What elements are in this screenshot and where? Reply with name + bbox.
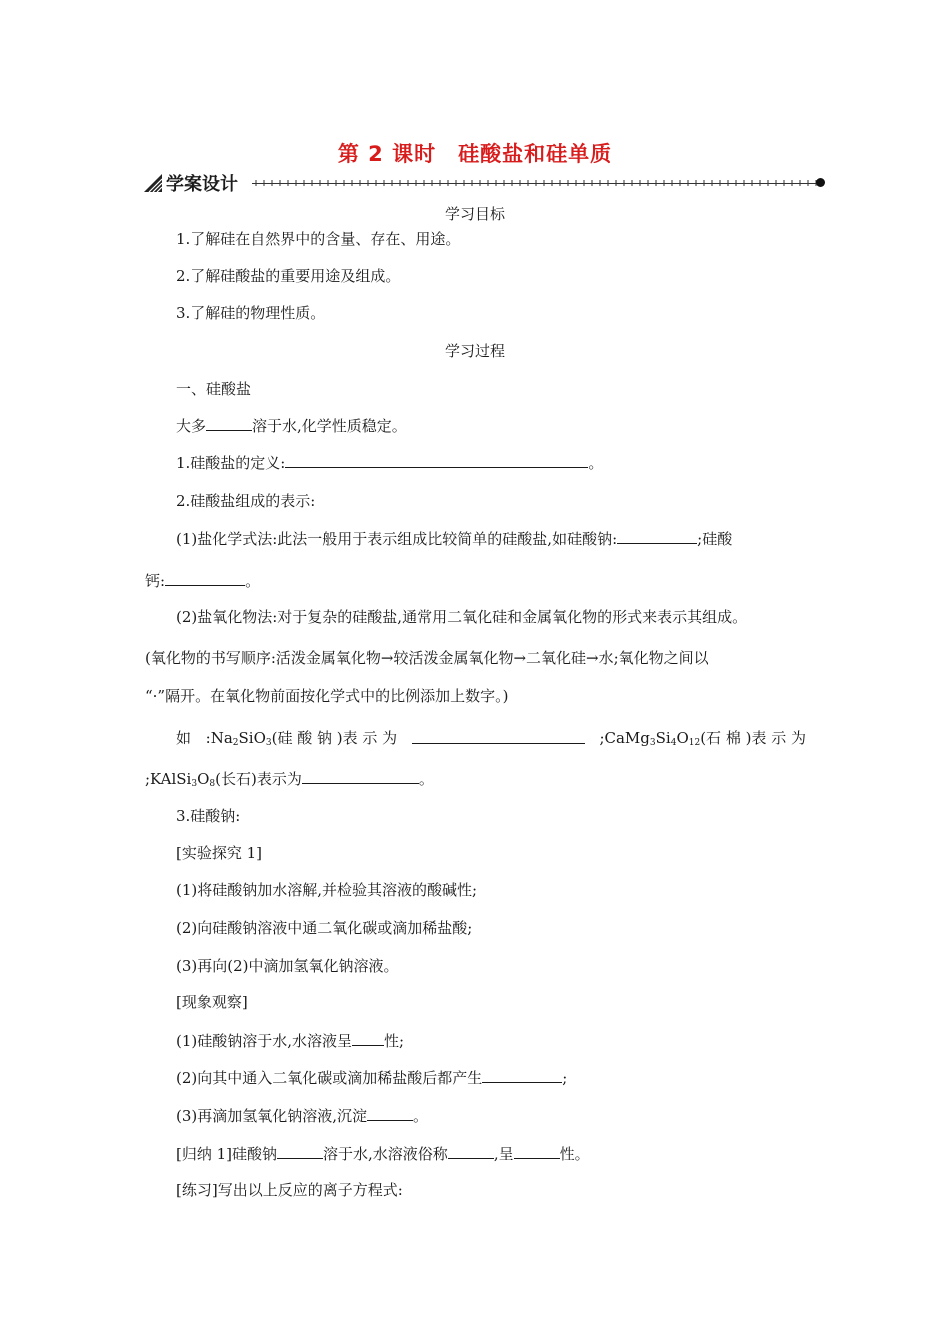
triangle-stripe-icon [144,174,162,192]
section-banner [140,168,830,198]
fill-blank[interactable] [448,1142,494,1159]
observation-1: (1)硅酸钠溶于水,水溶液呈 性; [176,1029,404,1052]
experiment-heading: [实验探究 1] [176,844,263,862]
banner-label: 学案设计 [166,174,238,195]
goals-heading: 学习目标 [444,205,505,223]
fill-blank[interactable] [514,1142,560,1159]
page-title: 第 2 课时 硅酸盐和硅单质 [337,142,613,166]
banner-end-dot [816,178,825,187]
section-sodium-silicate: 3.硅酸钠: [176,807,241,825]
fill-blank[interactable] [165,569,245,586]
paragraph-formula-method: (1)盐化学式法:此法一般用于表示组成比较简单的硅酸盐,如硅酸钠: ;硅酸 [176,527,732,550]
fill-blank[interactable] [277,1142,323,1159]
paragraph-composition: 2.硅酸盐组成的表示: [176,492,316,510]
banner-dotted-rule [252,179,822,187]
fill-blank[interactable] [482,1066,562,1083]
fill-blank[interactable] [352,1029,384,1046]
observation-2: (2)向其中通入二氧化碳或滴加稀盐酸后都产生 ; [176,1066,567,1089]
observation-heading: [现象观察] [176,993,248,1011]
paragraph-oxide-method: (2)盐氧化物法:对于复杂的硅酸盐,通常用二氧化硅和金属氧化物的形式来表示其组成。 [176,608,748,626]
example-formulas-cont: $;KAlSi_3O_8$(长石)表示为 。 [145,767,434,790]
section-heading-silicate: 一、硅酸盐 [176,380,252,398]
fill-blank[interactable] [206,414,252,431]
goal-item-1: 1.了解硅在自然界中的含量、存在、用途。 [176,230,461,248]
process-heading: 学习过程 [444,342,505,360]
experiment-step-1: (1)将硅酸钠加水溶解,并检验其溶液的酸碱性; [176,881,478,899]
fill-blank[interactable] [285,451,588,468]
fill-blank[interactable] [367,1104,413,1121]
observation-3: (3)再滴加氢氧化钠溶液,沉淀 。 [176,1104,428,1127]
goal-item-3: 3.了解硅的物理性质。 [176,304,326,322]
fill-blank[interactable] [412,727,585,744]
example-formulas: 如 $:Na_2SiO_3$(硅 酸 钠 )表 示 为 $;CaMg_3Si_4O_{12}$(石 棉 )表 示 为 [176,729,806,748]
paragraph-oxide-note: “·”隔开。在氧化物前面按化学式中的比例添加上数字。) [145,687,509,705]
practice-prompt: [练习]写出以上反应的离子方程式: [176,1181,403,1199]
summary-1: [归纳 1]硅酸钠 溶于水,水溶液俗称 ,呈 性。 [176,1142,590,1165]
paragraph-formula-method-cont: 钙: 。 [145,569,260,592]
paragraph-oxide-order: (氧化物的书写顺序:活泼金属氧化物→较活泼金属氧化物→二氧化硅→水;氧化物之间以 [145,649,709,667]
experiment-step-3: (3)再向(2)中滴加氢氧化钠溶液。 [176,957,399,975]
fill-blank[interactable] [302,767,419,784]
paragraph-solubility: 大多 溶于水,化学性质稳定。 [176,414,407,437]
paragraph-definition: 1.硅酸盐的定义: 。 [176,451,603,474]
experiment-step-2: (2)向硅酸钠溶液中通二氧化碳或滴加稀盐酸; [176,919,473,937]
goal-item-2: 2.了解硅酸盐的重要用途及组成。 [176,267,401,285]
fill-blank[interactable] [617,527,697,544]
